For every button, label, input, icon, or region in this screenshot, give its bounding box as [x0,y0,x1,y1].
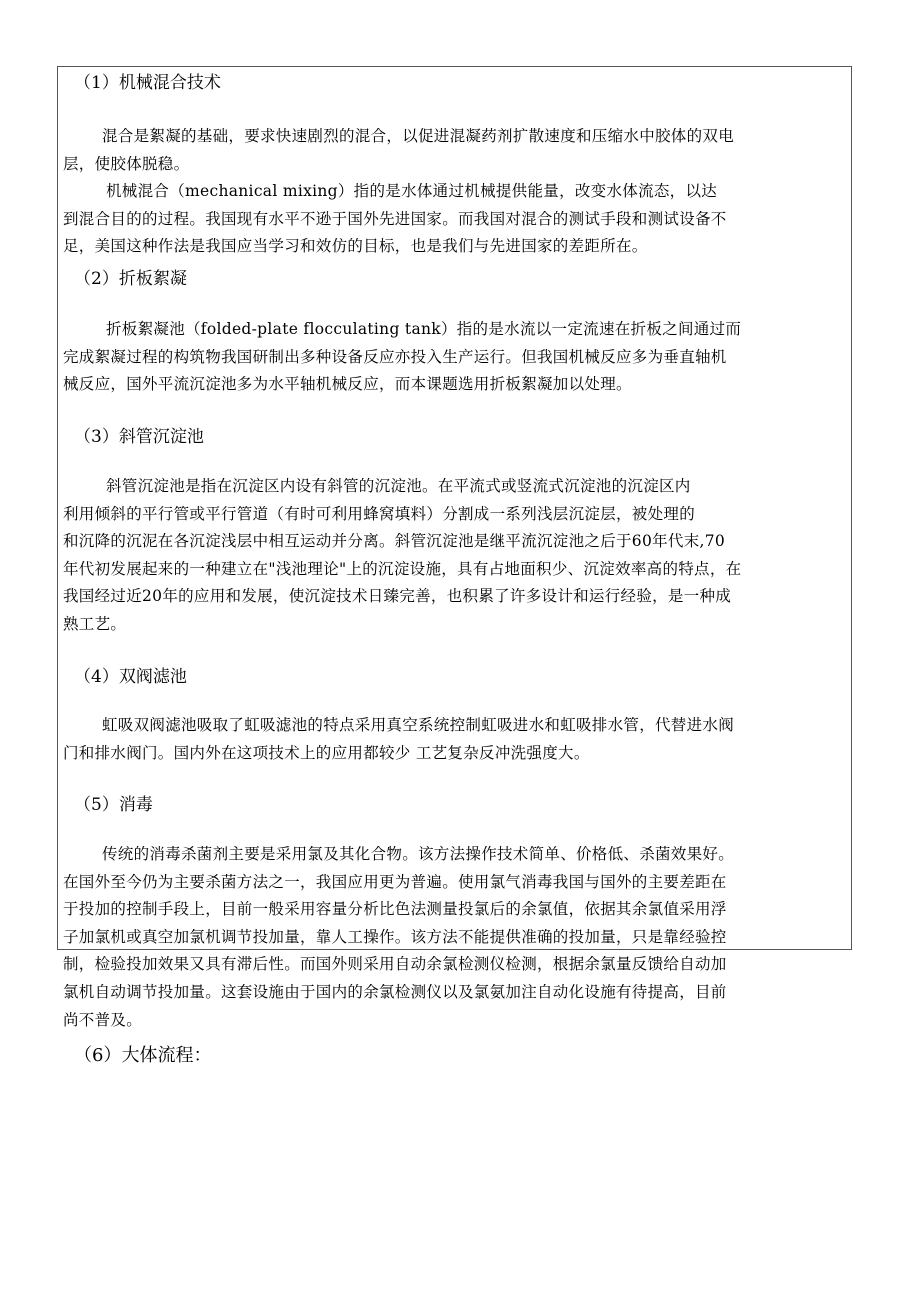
paragraph-line: 氯机自动调节投加量。这套设施由于国内的余氯检测仪以及氯氨加注自动化设施有待提高，目前 [63,982,727,1001]
paragraph-folded-plate [58,316,853,399]
paragraph-line: 熟工艺。 [63,614,127,633]
paragraph-line: 折板絮凝池（folded-plate flocculating tank）指的是水流以一定流速在折板之间通过而 [106,320,742,338]
paragraph-line: 尚不普及。 [63,1010,143,1029]
paragraph-line: 层，使胶体脱稳。 [63,154,190,173]
paragraph-line: 和沉降的沉泥在各沉淀浅层中相互运动并分离。斜管沉淀池是继平流沉淀池之后于60年代末,70 [63,532,726,551]
paragraph-line: 到混合目的的过程。我国现有水平不逊于国外先进国家。而我国对混合的测试手段和测试设备不 [63,209,727,228]
section-heading-overall-process: （6）大体流程： [74,1045,212,1066]
section-heading-folded-plate-flocculation: （2）折板絮凝 [74,269,187,289]
paragraph-line: 足，美国这种作法是我国应当学习和效仿的目标，也是我们与先进国家的差距所在。 [63,237,648,256]
paragraph-line: 混合是絮凝的基础，要求快速剧烈的混合，以促进混凝药剂扩散速度和压缩水中胶体的双电 [102,127,735,145]
paragraph-line: 在国外至今仍为主要杀菌方法之一，我国应用更为普遍。使用氯气消毒我国与国外的主要差距在 [63,872,727,891]
paragraph-line: 传统的消毒杀菌剂主要是采用氯及其化合物。该方法操作技术简单、价格低、杀菌效果好。 [102,845,735,863]
paragraph-line: 利用倾斜的平行管或平行管道（有时可利用蜂窝填料）分割成一系列浅层沉淀层，被处理的 [63,504,696,523]
paragraph-line: 门和排水阀门。国内外在这项技术上的应用都较少 工艺复杂反冲洗强度大。 [63,743,590,762]
paragraph-double-valve [58,712,853,767]
section-heading-double-valve-filter: （4）双阀滤池 [74,667,187,687]
paragraph-mechanical-mixing [58,178,853,261]
paragraph-line: 我国经过近20年的应用和发展，使沉淀技术日臻完善，也积累了许多设计和运行经验，是一种成 [63,587,732,606]
section-heading-disinfection: （5）消毒 [74,795,153,815]
paragraph-line: 年代初发展起来的一种建立在"浅池理论"上的沉淀设施，具有占地面积少、沉淀效率高的特点，在 [63,559,742,578]
paragraph-line: 子加氯机或真空加氯机调节投加量，靠人工操作。该方法不能提供准确的投加量，只是靠经验控 [63,927,727,946]
paragraph-line: 斜管沉淀池是指在沉淀区内设有斜管的沉淀池。在平流式或竖流式沉淀池的沉淀区内 [106,477,691,495]
paragraph-mixing-basis [58,123,853,178]
section-heading-mechanical-mixing: （1）机械混合技术 [74,73,221,93]
document-frame [57,66,852,1066]
paragraph-line: 机械混合（mechanical mixing）指的是水体通过机械提供能量，改变水体流态，以达 [106,182,718,200]
paragraph-line: 于投加的控制手段上，目前一般采用容量分析比色法测量投氯后的余氯值，依据其余氯值采用浮 [63,900,727,919]
paragraph-line: 虹吸双阀滤池吸取了虹吸滤池的特点采用真空系统控制虹吸进水和虹吸排水管，代替进水阀 [102,716,735,734]
paragraph-line: 制，检验投加效果又具有滞后性。而国外则采用自动余氯检测仪检测，根据余氯量反馈给自动加 [63,955,727,974]
paragraph-line: 完成絮凝过程的构筑物我国研制出多种设备反应亦投入生产运行。但我国机械反应多为垂直轴机 [63,347,727,366]
section-heading-inclined-tube-settler: （3）斜管沉淀池 [74,427,204,447]
paragraph-disinfection [58,841,853,1034]
paragraph-inclined-tube [58,473,853,639]
paragraph-line: 械反应，国外平流沉淀池多为水平轴机械反应，而本课题选用折板絮凝加以处理。 [63,375,632,394]
